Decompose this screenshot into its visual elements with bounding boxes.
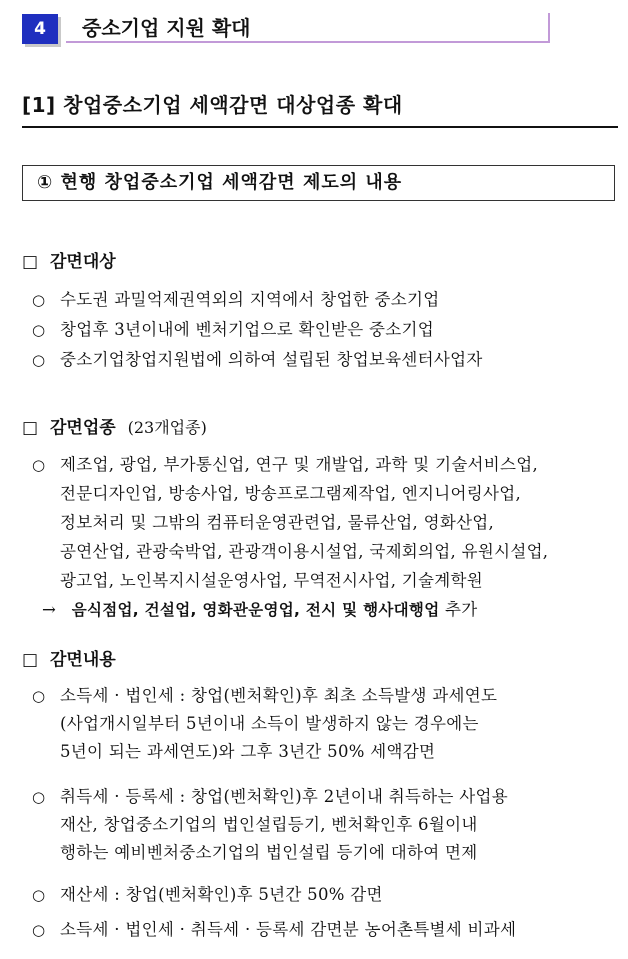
benefit-line: (사업개시일부터 5년이내 소득이 발생하지 않는 경우에는 bbox=[60, 714, 479, 733]
subsection-title: [1] 창업중소기업 세액감면 대상업종 확대 bbox=[22, 88, 618, 128]
circle-bullet-icon: ○ bbox=[32, 788, 46, 806]
added-industries-bold: 음식점업, 건설업, 영화관운영업, 전시 및 행사대행업 bbox=[71, 601, 440, 619]
square-bullet-icon: □ bbox=[22, 418, 39, 438]
square-bullet-icon: □ bbox=[22, 252, 39, 272]
group2-title: 감면업종 bbox=[49, 418, 116, 438]
group3-heading bbox=[22, 648, 116, 672]
circle-bullet-icon: ○ bbox=[32, 456, 46, 474]
industry-line: 정보처리 및 그밖의 컴퓨터운영관련업, 물류산업, 영화산업, bbox=[60, 513, 495, 532]
group2-note: (23개업종) bbox=[127, 418, 207, 437]
group2-heading bbox=[22, 416, 207, 440]
industry-line: 광고업, 노인복지시설운영사업, 무역전시사업, 기술계학원 bbox=[60, 571, 484, 590]
circle-bullet-icon: ○ bbox=[32, 321, 46, 339]
benefit-line: 취득세 · 등록세 : 창업(벤처확인)후 2년이내 취득하는 사업용 bbox=[60, 787, 508, 806]
benefit-line: 재산, 창업중소기업의 법인설립등기, 벤처확인후 6월이내 bbox=[60, 815, 478, 834]
list-item: 중소기업창업지원법에 의하여 설립된 창업보육센터사업자 bbox=[60, 350, 483, 369]
benefit-line: 소득세 · 법인세 : 창업(벤처확인)후 최초 소득발생 과세연도 bbox=[60, 686, 498, 705]
group3-title: 감면내용 bbox=[49, 650, 116, 670]
circle-bullet-icon: ○ bbox=[32, 886, 46, 904]
industry-line: 공연산업, 관광숙박업, 관광객이용시설업, 국제회의업, 유원시설업, bbox=[60, 542, 549, 561]
group1-heading bbox=[22, 250, 116, 274]
list-item: 수도권 과밀억제권역외의 지역에서 창업한 중소기업 bbox=[60, 290, 440, 309]
square-bullet-icon: □ bbox=[22, 650, 39, 670]
arrow-icon: → bbox=[42, 600, 57, 619]
added-industries-suffix: 추가 bbox=[439, 600, 478, 619]
added-industries bbox=[42, 598, 478, 622]
circle-bullet-icon: ○ bbox=[32, 351, 46, 369]
circle-bullet-icon: ○ bbox=[32, 687, 46, 705]
industry-line: 제조업, 광업, 부가통신업, 연구 및 개발업, 과학 및 기술서비스업, bbox=[60, 455, 539, 474]
circle-bullet-icon: ○ bbox=[32, 291, 46, 309]
circle-bullet-icon: ○ bbox=[32, 921, 46, 939]
boxed-heading: ① 현행 창업중소기업 세액감면 제도의 내용 bbox=[22, 165, 615, 201]
list-item: 창업후 3년이내에 벤처기업으로 확인받은 중소기업 bbox=[60, 320, 434, 339]
benefit-line: 소득세 · 법인세 · 취득세 · 등록세 감면분 농어촌특별세 비과세 bbox=[60, 920, 517, 939]
group1-title: 감면대상 bbox=[49, 252, 116, 272]
benefit-line: 5년이 되는 과세연도)와 그후 3년간 50% 세액감면 bbox=[60, 742, 436, 761]
benefit-line: 재산세 : 창업(벤처확인)후 5년간 50% 감면 bbox=[60, 885, 383, 904]
benefit-line: 행하는 예비벤처중소기업의 법인설립 등기에 대하여 면제 bbox=[60, 843, 478, 862]
section-number-badge: 4 bbox=[22, 14, 58, 44]
section-title: 중소기업 지원 확대 bbox=[66, 13, 550, 43]
industry-line: 전문디자인업, 방송사업, 방송프로그램제작업, 엔지니어링사업, bbox=[60, 484, 522, 503]
